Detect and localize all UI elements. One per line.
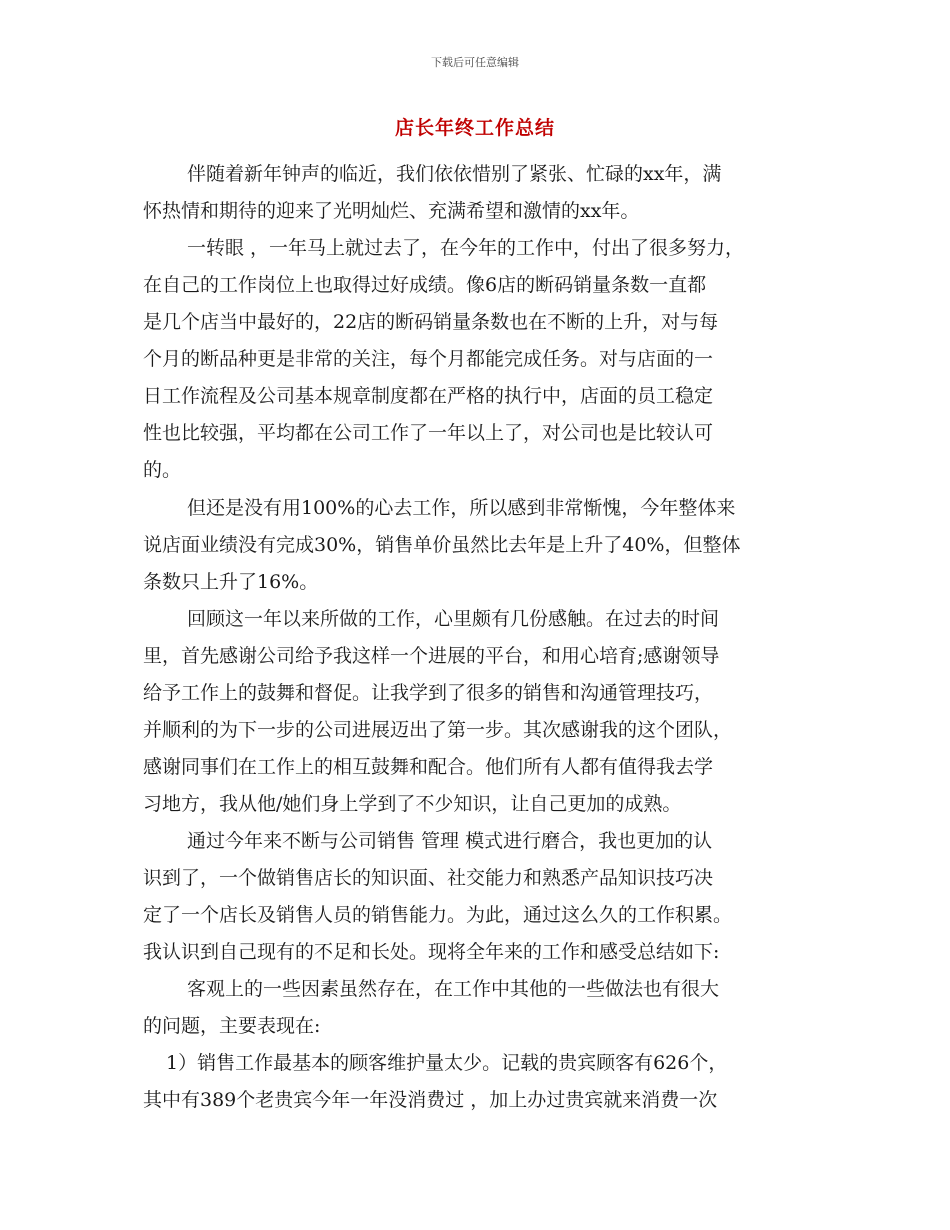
body-line: 通过今年来不断与公司销售 管理 模式进行磨合，我也更加的认	[187, 830, 713, 852]
body-line: 但还是没有用100%的心去工作，所以感到非常惭愧，今年整体来	[187, 497, 736, 519]
body-line: 怀热情和期待的迎来了光明灿烂、充满希望和激情的xx年。	[143, 200, 640, 222]
body-line: 伴随着新年钟声的临近，我们依依惜别了紧张、忙碌的xx年，满	[187, 163, 722, 185]
body-line: 识到了，一个做销售店长的知识面、社交能力和熟悉产品知识技巧决	[143, 867, 714, 889]
body-line: 回顾这一年以来所做的工作，心里颇有几份感触。在过去的时间	[187, 608, 720, 630]
body-line: 的。	[143, 459, 182, 481]
document-title: 店长年终工作总结	[394, 117, 555, 139]
body-line: 其中有389个老贵宾今年一年没消费过 ，加上办过贵宾就来消费一次	[143, 1089, 718, 1111]
body-line: 1）销售工作最基本的顾客维护量太少。记载的贵宾顾客有626个，	[166, 1052, 728, 1074]
body-line: 定了一个店长及销售人员的销售能力。为此，通过这么久的工作积累。	[143, 904, 733, 926]
body-line: 性也比较强，平均都在公司工作了一年以上了，对公司也是比较认可	[143, 422, 714, 444]
body-line: 一转眼 ，一年马上就过去了，在今年的工作中，付出了很多努力，	[187, 237, 745, 259]
body-line: 个月的断品种更是非常的关注，每个月都能完成任务。对与店面的一	[143, 348, 714, 370]
body-line: 里，首先感谢公司给予我这样一个进展的平台，和用心培育;感谢领导	[143, 645, 720, 667]
body-line: 日工作流程及公司基本规章制度都在严格的执行中，店面的员工稳定	[143, 385, 714, 407]
body-line: 感谢同事们在工作上的相互鼓舞和配合。他们所有人都有值得我去学	[143, 756, 714, 778]
body-line: 客观上的一些因素虽然存在，在工作中其他的一些做法也有很大	[187, 978, 720, 1000]
page-header: 下载后可任意编辑	[431, 56, 519, 69]
body-line: 习地方，我从他/她们身上学到了不少知识，让自己更加的成熟。	[143, 793, 682, 815]
body-line: 的问题，主要表现在:	[143, 1015, 321, 1037]
body-line: 是几个店当中最好的，22店的断码销量条数也在不断的上升，对与每	[143, 311, 719, 333]
body-line: 说店面业绩没有完成30%，销售单价虽然比去年是上升了40%，但整体	[143, 534, 741, 556]
body-line: 条数只上升了16%。	[143, 571, 319, 593]
body-line: 在自己的工作岗位上也取得过好成绩。像6店的断码销量条数一直都	[143, 274, 707, 296]
body-line: 并顺利的为下一步的公司进展迈出了第一步。其次感谢我的这个团队，	[143, 719, 733, 741]
body-line: 我认识到自己现有的不足和长处。现将全年来的工作和感受总结如下:	[143, 941, 720, 963]
body-line: 给予工作上的鼓舞和督促。让我学到了很多的销售和沟通管理技巧，	[143, 682, 714, 704]
